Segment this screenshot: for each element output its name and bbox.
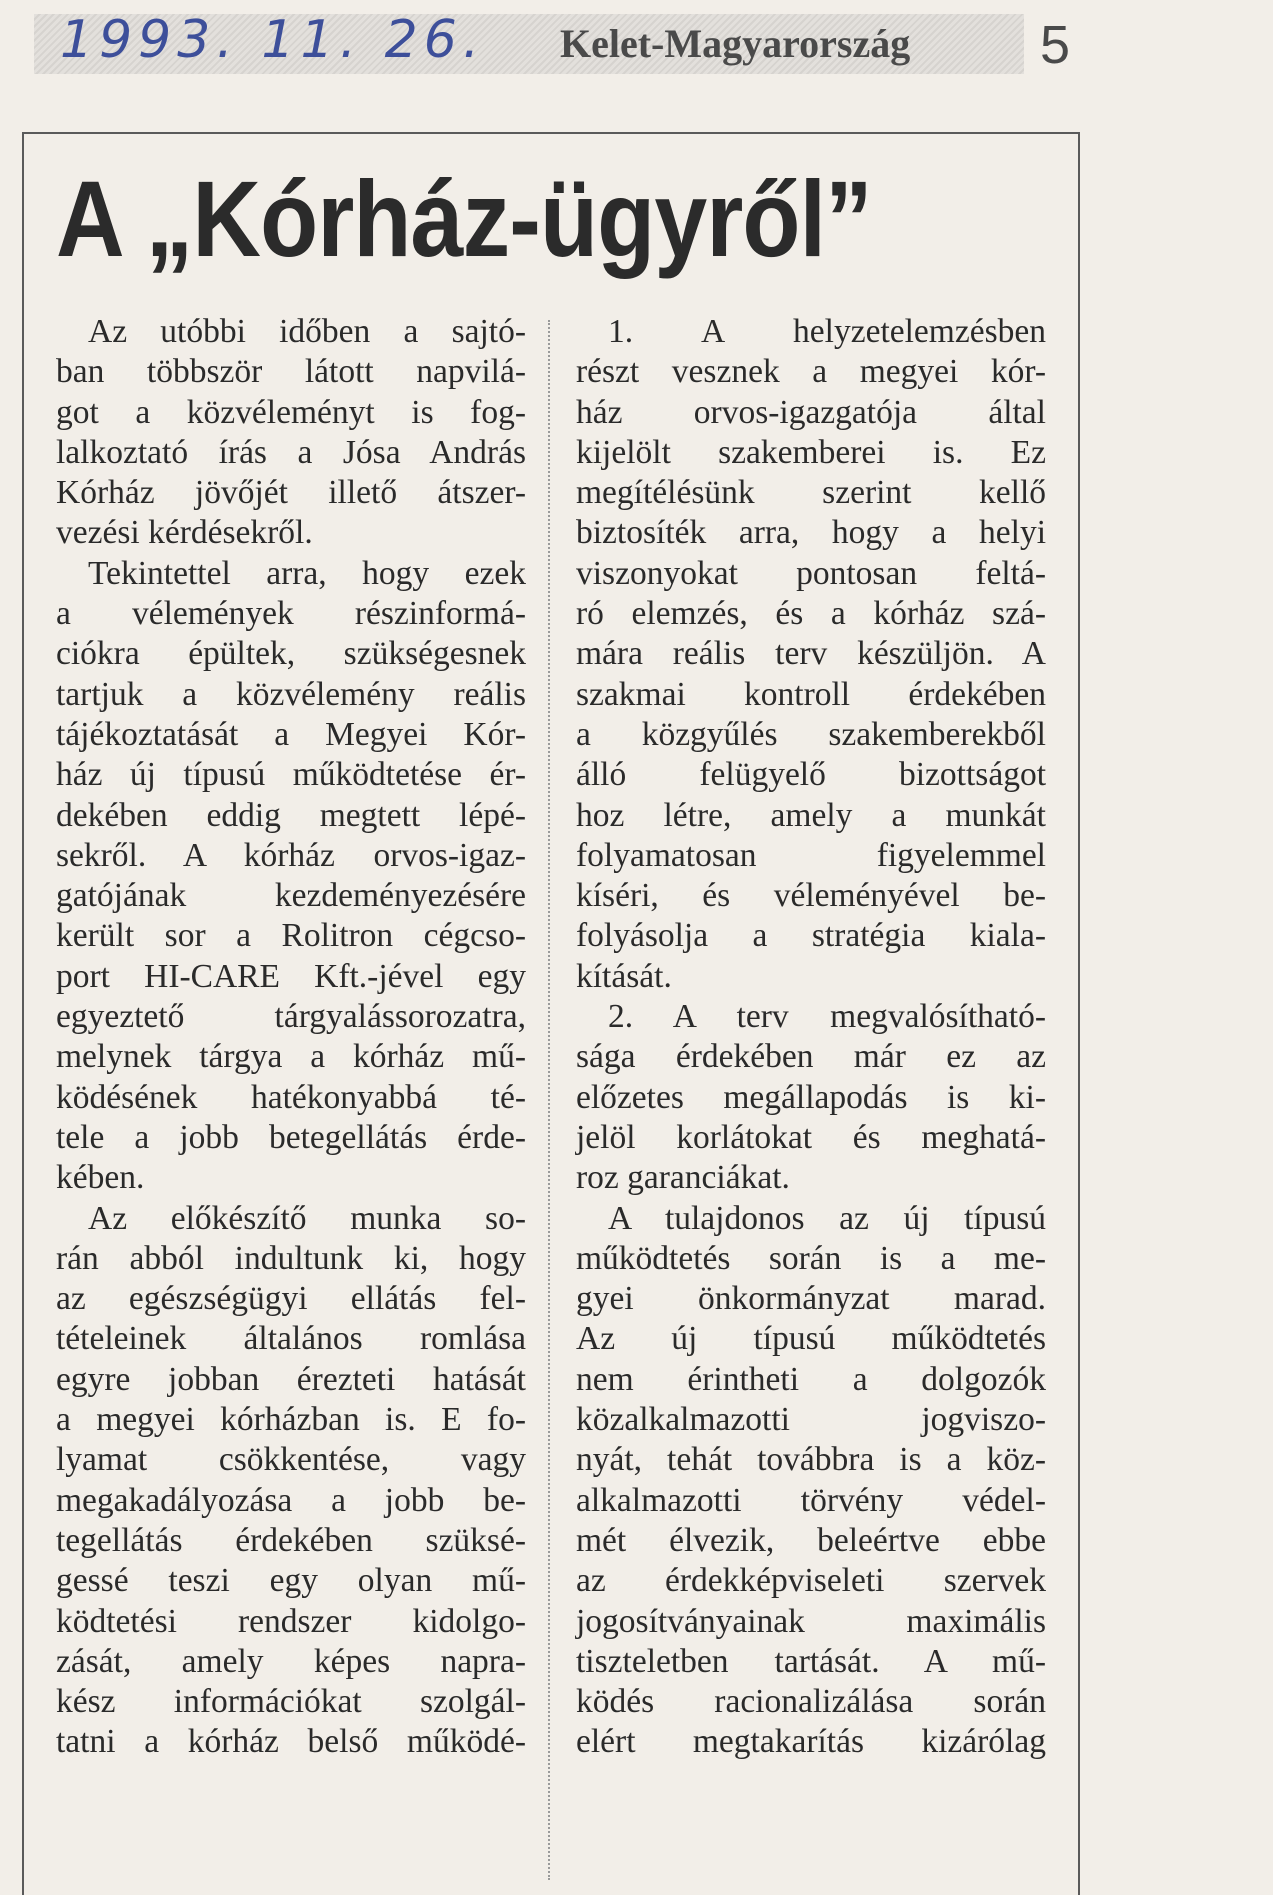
text-line: Az előkészítő munka so-: [88, 1199, 526, 1237]
text-line: tegellátás érdekében szüksé-: [56, 1521, 526, 1559]
text-line: hoz létre, amely a munkát: [576, 796, 1046, 834]
text-line: ház új típusú működtetése ér-: [56, 756, 526, 794]
text-line: egyeztető tárgyalássorozatra,: [56, 998, 526, 1036]
text-line: ház orvos-igazgatója által: [576, 393, 1046, 431]
text-line: dekében eddig megtett lépé-: [56, 796, 526, 834]
text-line: 2. A terv megvalósítható-: [608, 998, 1046, 1036]
text-line: a megyei kórházban is. E fo-: [56, 1401, 526, 1439]
text-line: kében.: [56, 1159, 145, 1197]
text-line: a vélemények részinformá-: [56, 595, 526, 633]
article-column-left: [56, 312, 526, 1763]
column-divider: [548, 320, 550, 1880]
text-line: kítását.: [576, 957, 672, 995]
text-line: a közgyűlés szakemberekből: [576, 715, 1046, 753]
text-line: tételeinek általános romlása: [56, 1320, 526, 1358]
text-line: ködtetési rendszer kidolgo-: [56, 1602, 526, 1640]
text-line: kijelölt szakemberei is. Ez: [576, 433, 1046, 471]
text-line: ködés racionalizálása során: [576, 1683, 1046, 1721]
text-line: folyamatosan figyelemmel: [576, 836, 1046, 874]
text-line: vezési kérdésekről.: [56, 514, 313, 552]
text-line: gatójának kezdeményezésére: [56, 877, 526, 915]
text-line: roz garanciákat.: [576, 1159, 790, 1197]
text-line: 1. A helyzetelemzésben: [608, 313, 1046, 350]
text-line: rán abból indultunk ki, hogy: [56, 1239, 526, 1277]
text-line: tatni a kórház belső működé-: [56, 1723, 526, 1761]
text-line: gessé teszi egy olyan mű-: [56, 1562, 526, 1600]
text-line: egyre jobban érezteti hatását: [56, 1360, 526, 1398]
text-line: ködésének hatékonyabbá té-: [56, 1078, 526, 1116]
text-line: lyamat csökkentése, vagy: [56, 1441, 526, 1479]
text-line: folyásolja a stratégia kiala-: [576, 917, 1046, 955]
newspaper-name: Kelet-Magyarország: [560, 21, 911, 66]
text-line: Kórház jövőjét illető átszer-: [56, 474, 526, 512]
text-line: kész információkat szolgál-: [56, 1683, 526, 1721]
text-line: megítélésünk szerint kellő: [576, 474, 1046, 512]
text-line: előzetes megállapodás is ki-: [576, 1078, 1046, 1116]
text-line: ban többször látott napvilá-: [56, 353, 526, 391]
text-line: megakadályozása a jobb be-: [56, 1481, 526, 1519]
text-line: részt vesznek a megyei kór-: [576, 353, 1046, 391]
article-title: A „Kórház-ügyről”: [56, 158, 872, 279]
text-line: kíséri, és véleményével be-: [576, 877, 1046, 915]
text-line: Tekintettel arra, hogy ezek: [88, 554, 526, 592]
text-line: álló felügyelő bizottságot: [576, 756, 1046, 794]
text-line: nem érintheti a dolgozók: [576, 1360, 1046, 1398]
text-line: nyát, tehát továbbra is a köz-: [576, 1441, 1046, 1479]
text-line: port HI-CARE Kft.-jével egy: [56, 957, 526, 995]
text-line: ró elemzés, és a kórház szá-: [576, 595, 1046, 633]
text-line: tele a jobb betegellátás érde-: [56, 1118, 526, 1156]
frame-border-top: [22, 132, 1080, 134]
text-line: mét élvezik, beleértve ebbe: [576, 1521, 1046, 1559]
text-line: sága érdekében már ez az: [576, 1038, 1046, 1076]
page-number: 5: [1040, 15, 1071, 75]
text-line: Az utóbbi időben a sajtó-: [88, 313, 526, 350]
text-line: A tulajdonos az új típusú: [608, 1199, 1046, 1237]
text-line: melynek tárgya a kórház mű-: [56, 1038, 526, 1076]
text-line: Az új típusú működtetés: [576, 1320, 1046, 1358]
text-line: biztosíték arra, hogy a helyi: [576, 514, 1046, 552]
frame-border-left: [22, 132, 24, 1895]
text-line: az egészségügyi ellátás fel-: [56, 1280, 526, 1318]
text-line: got a közvéleményt is fog-: [56, 393, 526, 431]
text-line: viszonyokat pontosan feltá-: [576, 554, 1046, 592]
text-line: közalkalmazotti jogviszo-: [576, 1401, 1046, 1439]
text-line: tájékoztatását a Megyei Kór-: [56, 715, 526, 753]
text-line: tartjuk a közvélemény reális: [56, 675, 526, 713]
text-line: tiszteletben tartását. A mű-: [576, 1642, 1046, 1680]
text-line: az érdekképviseleti szervek: [576, 1562, 1046, 1600]
text-line: működtetés során is a me-: [576, 1239, 1046, 1277]
text-line: került sor a Rolitron cégcso-: [56, 917, 526, 955]
text-line: jelöl korlátokat és meghatá-: [576, 1118, 1046, 1156]
frame-border-right: [1078, 132, 1080, 1895]
handwritten-date: 1993. 11. 26.: [60, 10, 486, 70]
text-line: mára reális terv készüljön. A: [576, 635, 1046, 673]
text-line: elért megtakarítás kizárólag: [576, 1723, 1046, 1761]
text-line: zását, amely képes napra-: [56, 1642, 526, 1680]
text-line: szakmai kontroll érdekében: [576, 675, 1046, 713]
text-line: gyei önkormányzat marad.: [576, 1280, 1046, 1318]
text-line: alkalmazotti törvény védel-: [576, 1481, 1046, 1519]
text-line: sekről. A kórház orvos-igaz-: [56, 836, 526, 874]
text-line: ciókra épültek, szükségesnek: [56, 635, 526, 673]
text-line: jogosítványainak maximális: [576, 1602, 1046, 1640]
article-column-right: [576, 312, 1046, 1763]
text-line: lalkoztató írás a Jósa András: [56, 433, 526, 471]
